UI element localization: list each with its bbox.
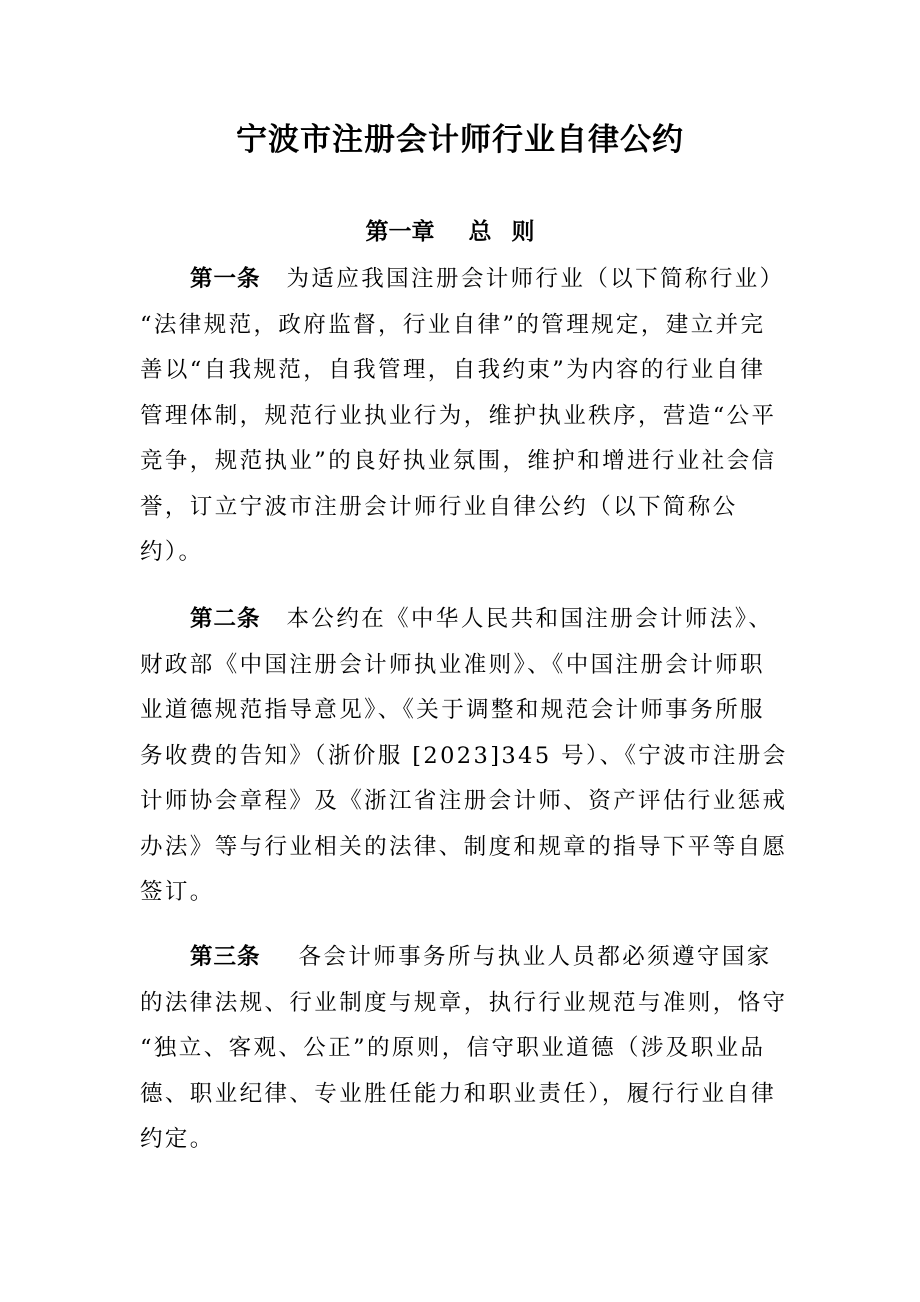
article-text-line: 竞争，规范执业”的良好执业氛围，维护和增进行业社会信 — [140, 448, 777, 474]
article-1 — [140, 257, 785, 576]
article-text-line: 业道德规范指导意见》、《关于调整和规范会计师事务所服 — [140, 697, 765, 723]
article-text-line: “独立、客观、公正”的原则，信守职业道德（涉及职业品 — [140, 1035, 766, 1061]
article-text-line: 为适应我国注册会计师行业（以下简称行业） — [286, 266, 785, 292]
article-text-line: 善以“自我规范，自我管理，自我约束”为内容的行业自律 — [140, 357, 766, 383]
article-text-line: 办法》等与行业相关的法律、制度和规章的指导下平等自愿 — [140, 833, 788, 860]
chapter-name: 总则 — [468, 219, 555, 245]
article-text-line: 约定。 — [140, 1126, 215, 1152]
article-text-line: 约）。 — [140, 539, 204, 565]
article-text-line: 财政部《中国注册会计师执业准则》、《中国注册会计师职 — [140, 651, 765, 678]
article-text-line: 管理体制，规范行业执业行为，维护执业秩序，营造“公平 — [140, 402, 777, 429]
article-3 — [140, 935, 788, 1163]
article-label: 第二条 — [190, 606, 261, 632]
article-first-line — [140, 935, 780, 981]
article-text-line: 本公约在《中华人民共和国注册会计师法》、 — [286, 606, 774, 632]
chapter-number: 第一章 — [365, 219, 435, 245]
article-label: 第一条 — [190, 266, 261, 292]
article-text-line: 计师协会章程》及《浙江省注册会计师、资产评估行业惩戒 — [140, 788, 788, 814]
article-label: 第三条 — [190, 944, 261, 970]
article-text-line: 各会计师事务所与执业人员都必须遵守国家 — [298, 944, 772, 970]
article-text-line: 签订。 — [140, 879, 215, 905]
document-title: 宁波市注册会计师行业自律公约 — [236, 122, 684, 158]
article-text-line: “法律规范，政府监督，行业自律”的管理规定，建立并完 — [140, 311, 766, 338]
article-text-line: 务收费的告知》（浙价服 [2023]345 号）、《宁波市注册会 — [140, 742, 788, 769]
article-text-line: 誉，订立宁波市注册会计师行业自律公约（以下简称公 — [140, 493, 738, 520]
chapter-heading — [0, 214, 920, 250]
article-text-line: 的法律法规、行业制度与规章，执行行业规范与准则，恪守 — [140, 989, 788, 1016]
article-first-line — [140, 597, 780, 643]
article-text-line: 德、职业纪律、专业胜任能力和职业责任），履行行业自律 — [140, 1080, 777, 1107]
article-2 — [140, 597, 788, 916]
article-first-line — [140, 257, 785, 303]
